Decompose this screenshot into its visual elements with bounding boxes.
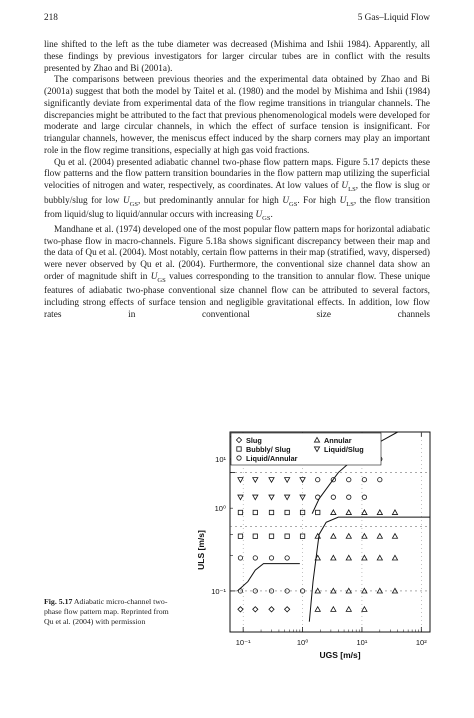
data-point-triangle-up <box>346 510 351 515</box>
y-tick-label: 10⁻¹ <box>211 586 226 596</box>
transition-boundary-line <box>309 517 430 622</box>
x-axis-label: UGS [m/s] <box>319 650 361 660</box>
data-point-circle <box>347 495 351 499</box>
x-tick-label: 10² <box>415 638 427 647</box>
data-point-triangle-down <box>285 478 290 483</box>
data-point-triangle-up <box>362 588 367 593</box>
data-point-triangle-up <box>362 607 367 612</box>
data-point-square <box>238 510 242 514</box>
data-point-triangle-down <box>269 495 274 500</box>
data-point-circle <box>238 556 242 560</box>
data-point-triangle-up <box>377 555 382 560</box>
data-point-square <box>269 534 273 538</box>
data-point-triangle-up <box>331 607 336 612</box>
data-point-circle <box>362 495 366 499</box>
data-point-diamond <box>285 607 290 612</box>
legend-label: Liquid/Annular <box>246 454 298 463</box>
data-point-triangle-up <box>346 607 351 612</box>
data-point-triangle-up <box>392 510 397 515</box>
data-point-triangle-up <box>362 534 367 539</box>
data-point-square <box>238 534 242 538</box>
legend-label: Bubbly/ Slug <box>246 445 291 454</box>
data-point-triangle-up <box>315 588 320 593</box>
x-tick-label: 10¹ <box>356 638 368 647</box>
figure-caption-text: Adiabatic micro-channel two-phase flow pattern map. Reprinted from Qu et al. (2004) with permission <box>44 597 169 626</box>
paragraph-4: Mandhane et al. (1974) developed one of the most popular flow pattern maps for horizontal adiabatic two-phase flow in macro-channels. Figure 5.18a shows significant discrepancy between their map and the data of Qu et al. (2004). Most notably, certain flow patterns in their map (stratified, wavy, dispersed) were never observed by Qu et al. (2004). Furthermore, the conventional size channel data show an order of magnitude shift in $U_{GS}$ values corresponding to the transition to annular flow. These unique features of adiabatic two-phase conventional size channel flow can be attributed to several factors, including strong effects of surface tension and negligible gravitational effects. In addition, low flow rates in conventional size channels <box>44 224 430 320</box>
data-point-triangle-down <box>269 478 274 483</box>
y-axis-label: ULS [m/s] <box>196 530 206 570</box>
data-point-circle <box>347 478 351 482</box>
paragraph-3: Qu et al. (2004) presented adiabatic channel two-phase flow pattern maps. Figure 5.17 depicts these flow patterns and the flow pattern transition boundaries in the flow pattern map utilizing the superficial velocities of nitrogen and water, respectively, as coordinates. At low values of $U_{LS}$, the flow is slug or bubbly/slug for low $U_{GS}$, but predominantly annular for high $U_{GS}$. For high $U_{LS}$, the flow transition from liquid/slug to liquid/annular occurs with increasing $U_{GS}$. <box>44 157 430 223</box>
paragraph-2: The comparisons between previous theories and the experimental data obtained by Zhao and Bi (2001a) suggest that both the model by Taitel et al. (1980) and the model by Mishima and Ishii (1984) significantly deviate from experimental data of the flow regime transitions in triangular channels. The discrepancies might be attributed to the fact that previous phenomenological models were developed for moderate and large circular channels, in which the effect of surface tension is insignificant. For triangular channels, however, the meniscus effect induced by the sharp corners may play an important role in the flow regime transitions, especially at high gas void fractions. <box>44 75 430 156</box>
data-point-square <box>285 534 289 538</box>
data-point-triangle-up <box>392 534 397 539</box>
x-tick-label: 10⁰ <box>296 638 309 647</box>
data-point-triangle-up <box>377 534 382 539</box>
data-point-diamond <box>238 607 243 612</box>
y-tick-label: 10⁰ <box>214 504 226 514</box>
flow-pattern-map-chart <box>186 424 438 664</box>
data-point-triangle-down <box>253 495 258 500</box>
data-point-circle <box>378 478 382 482</box>
data-point-circle <box>331 495 335 499</box>
paragraph-1: line shifted to the left as the tube diameter was decreased (Mishima and Ishii 1984). Apparently, all these findings by previous investigators for larger circular tubes are in conflict with the results presented by Zhao and Bi (2001a). <box>44 40 430 74</box>
data-point-triangle-up <box>331 588 336 593</box>
figure-caption <box>44 597 170 627</box>
data-point-circle <box>253 556 257 560</box>
data-point-square <box>316 510 320 514</box>
data-point-circle <box>285 556 289 560</box>
page-header <box>44 13 430 25</box>
legend-label: Annular <box>324 436 352 445</box>
data-point-circle <box>269 556 273 560</box>
data-point-triangle-down <box>238 495 243 500</box>
data-point-triangle-up <box>362 555 367 560</box>
page-number: 218 <box>44 13 58 23</box>
data-point-triangle-up <box>362 510 367 515</box>
x-tick-label: 10⁻¹ <box>235 638 251 647</box>
data-point-triangle-up <box>346 588 351 593</box>
data-point-triangle-up <box>331 510 336 515</box>
y-tick-label: 10¹ <box>215 455 226 465</box>
figure-label: Fig. 5.17 <box>44 597 73 606</box>
data-point-diamond <box>269 607 274 612</box>
data-point-triangle-up <box>346 555 351 560</box>
data-point-square <box>285 510 289 514</box>
data-point-diamond <box>253 607 258 612</box>
data-point-triangle-up <box>392 588 397 593</box>
data-point-triangle-down <box>285 495 290 500</box>
data-point-triangle-up <box>346 534 351 539</box>
data-point-circle <box>316 478 320 482</box>
data-point-square <box>253 534 257 538</box>
data-point-triangle-up <box>377 588 382 593</box>
running-head: 5 Gas–Liquid Flow <box>357 13 430 23</box>
data-point-triangle-up <box>377 510 382 515</box>
data-point-square <box>269 510 273 514</box>
data-point-circle <box>362 478 366 482</box>
data-point-triangle-down <box>238 478 243 483</box>
data-point-triangle-up <box>331 534 336 539</box>
legend-label: Liquid/Slug <box>324 445 364 454</box>
data-point-triangle-down <box>300 478 305 483</box>
body-text <box>44 40 430 322</box>
data-point-square <box>253 510 257 514</box>
data-point-triangle-down <box>300 495 305 500</box>
data-point-triangle-up <box>315 607 320 612</box>
data-point-triangle-up <box>331 555 336 560</box>
data-point-triangle-up <box>392 555 397 560</box>
legend-label: Slug <box>246 436 262 445</box>
data-point-triangle-down <box>253 478 258 483</box>
transition-boundary-line <box>237 564 299 591</box>
flow-pattern-map-figure <box>186 424 438 664</box>
